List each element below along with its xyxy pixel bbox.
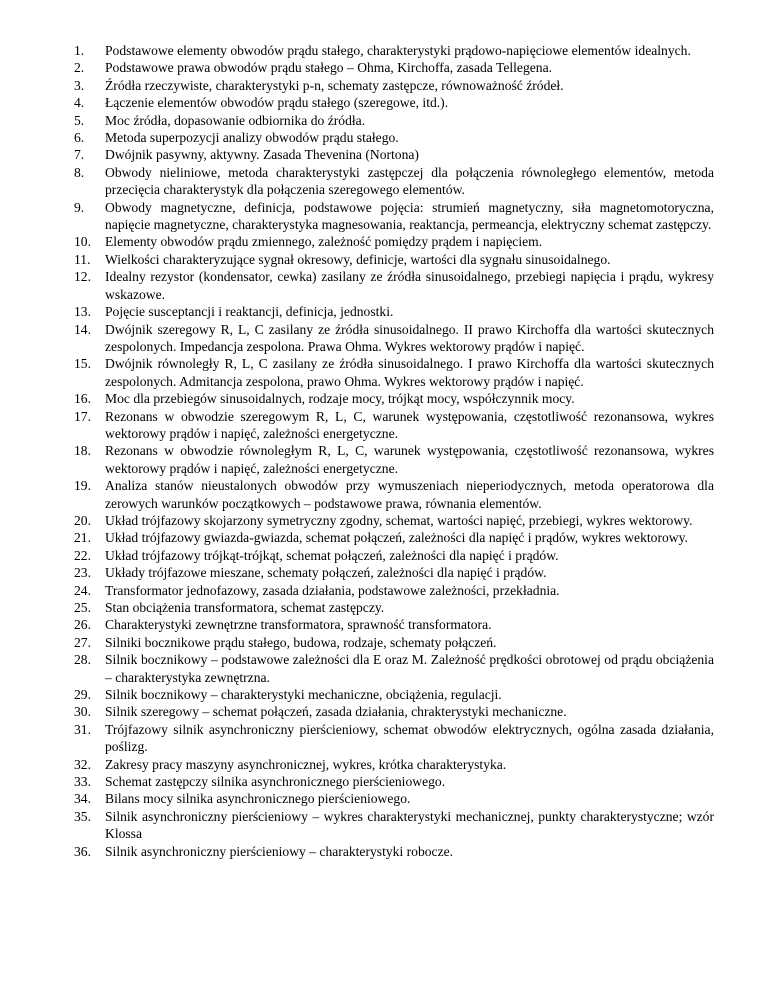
list-item-number: 1. (74, 43, 85, 58)
list-item-text: Dwójnik równoległy R, L, C zasilany ze źródła sinusoidalnego. I prawo Kirchoffa dla wartości skutecznych zespolonych. Admitancja zespolona, prawo Ohma. Wykres wektorowy prądów i napięć. (105, 356, 714, 389)
list-item (74, 59, 714, 76)
list-item-text: Układy trójfazowe mieszane, schematy połączeń, zależności dla napięć i prądów. (105, 565, 547, 581)
list-item-text: Silnik asynchroniczny pierścieniowy – charakterystyki robocze. (105, 843, 454, 859)
list-item-number: 6. (74, 130, 85, 146)
list-item-text: Obwody magnetyczne, definicja, podstawowe pojęcia: strumień magnetyczny, siła magnetomotoryczna, napięcie magnetyczne, charakterystyka magnesowania, reaktancja, permeancja, elektryczny schemat zastępczy. (105, 199, 714, 233)
list-item-number: 5. (74, 112, 85, 128)
list-item (74, 303, 714, 320)
list-item-text: Bilans mocy silnika asynchronicznego pierścieniowego. (105, 791, 411, 807)
list-item-text: Idealny rezystor (kondensator, cewka) zasilany ze źródła sinusoidalnego, przebiegi napięcia i prądu, wykresy wskazowe. (105, 269, 714, 302)
list-item-text: Podstawowe elementy obwodów prądu stałego, charakterystyki prądowo-napięciowe elementów idealnych. (105, 43, 691, 58)
numbered-list (74, 42, 714, 860)
list-item (74, 843, 714, 860)
list-item-number: 26. (74, 617, 91, 633)
list-item-text: Układ trójfazowy gwiazda-gwiazda, schemat połączeń, zależności dla napięć i prądów, wykres wektorowy. (105, 530, 688, 546)
list-item-text: Pojęcie susceptancji i reaktancji, definicja, jednostki. (105, 304, 394, 320)
list-item (74, 582, 714, 599)
list-item-number: 4. (74, 95, 85, 111)
list-item-text: Układ trójfazowy trójkąt-trójkąt, schemat połączeń, zależności dla napięć i prądów. (105, 547, 559, 563)
list-item-number: 23. (74, 565, 91, 581)
list-item-text: Rezonans w obwodzie szeregowym R, L, C, warunek występowania, częstotliwość rezonansowa, wykres wektorowy prądów i napięć, zależności energetyczne. (105, 408, 714, 441)
list-item-number: 22. (74, 547, 91, 563)
list-item-number: 19. (74, 478, 91, 494)
list-item-text: Stan obciążenia transformatora, schemat zastępczy. (105, 600, 385, 615)
list-item-text: Analiza stanów nieustalonych obwodów przy wymuszeniach nieperiodycznych, metoda operatorowa dla zerowych warunków początkowych – podstawowe prawa, równania elementów. (105, 478, 714, 511)
list-item-number: 2. (74, 60, 85, 76)
list-item-number: 14. (74, 321, 91, 337)
list-item (74, 251, 714, 268)
list-item-number: 16. (74, 391, 91, 407)
list-item (74, 790, 714, 807)
list-item-text: Silniki bocznikowe prądu stałego, budowa, rodzaje, schematy połączeń. (105, 634, 497, 650)
list-item-number: 11. (74, 251, 91, 267)
list-item-number: 33. (74, 774, 91, 790)
list-item-number: 8. (74, 164, 85, 180)
list-item-number: 32. (74, 756, 91, 772)
list-item-text: Silnik asynchroniczny pierścieniowy – wykres charakterystyki mechanicznej, punkty charakterystyczne; wzór Klossa (105, 808, 714, 842)
list-item-number: 30. (74, 704, 91, 720)
list-item-text: Podstawowe prawa obwodów prądu stałego – Ohma, Kirchoffa, zasada Tellegena. (105, 60, 553, 76)
list-item (74, 146, 714, 163)
list-item-number: 24. (74, 582, 91, 598)
list-item (74, 477, 714, 512)
list-item-text: Silnik szeregowy – schemat połączeń, zasada działania, chrakterystyki mechaniczne. (105, 704, 567, 720)
list-item (74, 529, 714, 546)
list-item-text: Silnik bocznikowy – charakterystyki mechaniczne, obciążenia, regulacji. (105, 687, 502, 703)
list-item (74, 268, 714, 303)
list-item (74, 686, 714, 703)
list-item (74, 408, 714, 443)
list-item-text: Rezonans w obwodzie równoległym R, L, C, warunek występowania, częstotliwość rezonansowa, wykres wektorowy prądów i napięć, zależności energetyczne. (105, 443, 714, 476)
list-item-text: Zakresy pracy maszyny asynchronicznej, wykres, krótka charakterystyka. (105, 756, 507, 772)
list-item (74, 547, 714, 564)
list-item-number: 17. (74, 408, 91, 424)
list-item-text: Schemat zastępczy silnika asynchronicznego pierścieniowego. (105, 774, 446, 790)
list-item-text: Transformator jednofazowy, zasada działania, podstawowe zależności, przekładnia. (105, 582, 560, 598)
list-item-number: 15. (74, 356, 91, 372)
list-item-text: Metoda superpozycji analizy obwodów prądu stałego. (105, 130, 399, 146)
list-item-text: Dwójnik pasywny, aktywny. Zasada Thevenina (Nortona) (105, 147, 419, 163)
list-item-text: Charakterystyki zewnętrzne transformatora, sprawność transformatora. (105, 617, 492, 633)
list-item (74, 703, 714, 720)
list-item (74, 512, 714, 529)
list-item (74, 808, 714, 843)
list-item-number: 9. (74, 199, 85, 215)
list-item (74, 564, 714, 581)
list-item (74, 616, 714, 633)
list-item-number: 20. (74, 512, 91, 528)
list-item-number: 13. (74, 304, 91, 320)
list-item-number: 7. (74, 147, 85, 163)
list-item (74, 442, 714, 477)
list-item-number: 18. (74, 443, 91, 459)
list-item (74, 773, 714, 790)
list-item (74, 129, 714, 146)
list-item (74, 599, 714, 616)
list-item-text: Obwody nieliniowe, metoda charakterystyki zastępczej dla połączenia równoległego elementów, metoda przecięcia charakterystyk dla połączenia szeregowego elementów. (105, 164, 714, 198)
list-item-number: 28. (74, 652, 91, 668)
list-item-number: 35. (74, 808, 91, 824)
list-item-text: Łączenie elementów obwodów prądu stałego (szeregowe, itd.). (105, 95, 449, 111)
list-item (74, 164, 714, 199)
list-item (74, 233, 714, 250)
list-item-text: Moc dla przebiegów sinusoidalnych, rodzaje mocy, trójkąt mocy, współczynnik mocy. (105, 391, 575, 407)
list-item (74, 355, 714, 390)
list-item-number: 31. (74, 721, 91, 737)
list-item-text: Silnik bocznikowy – podstawowe zależności dla E oraz M. Zależność prędkości obrotowej od prądu obciążenia – charakterystyka zewnętrzna. (105, 652, 714, 685)
list-item-number: 10. (74, 234, 91, 250)
list-item-text: Wielkości charakteryzujące sygnał okresowy, definicje, wartości dla sygnału sinusoidalnego. (105, 251, 611, 267)
list-item-number: 12. (74, 269, 91, 285)
list-item-text: Układ trójfazowy skojarzony symetryczny zgodny, schemat, wartości napięć, przebiegi, wykres wektorowy. (105, 512, 693, 528)
list-item-number: 21. (74, 530, 91, 546)
list-item (74, 390, 714, 407)
list-item-text: Dwójnik szeregowy R, L, C zasilany ze źródła sinusoidalnego. II prawo Kirchoffa dla wartości skutecznych zespolonych. Impedancja zespolona. Prawa Ohma. Wykres wektorowy prądów i napięć. (105, 321, 714, 354)
list-item (74, 721, 714, 756)
document-page (74, 42, 714, 860)
list-item (74, 321, 714, 356)
list-item-number: 29. (74, 687, 91, 703)
list-item-number: 25. (74, 600, 91, 615)
list-item-text: Trójfazowy silnik asynchroniczny pierścieniowy, schemat obwodów elektrycznych, ogólna zasada działania, poślizg. (105, 721, 714, 755)
list-item (74, 112, 714, 129)
list-item-text: Źródła rzeczywiste, charakterystyki p-n, schematy zastępcze, równoważność źródeł. (105, 77, 564, 93)
list-item (74, 77, 714, 94)
list-item-number: 27. (74, 634, 91, 650)
list-item (74, 651, 714, 686)
list-item-text: Moc źródła, dopasowanie odbiornika do źródła. (105, 112, 366, 128)
list-item (74, 199, 714, 234)
list-item-number: 36. (74, 843, 91, 859)
list-item (74, 756, 714, 773)
list-item-number: 3. (74, 77, 85, 93)
list-item (74, 94, 714, 111)
list-item (74, 42, 714, 59)
list-item (74, 634, 714, 651)
list-item-number: 34. (74, 791, 91, 807)
list-item-text: Elementy obwodów prądu zmiennego, zależność pomiędzy prądem i napięciem. (105, 234, 543, 250)
